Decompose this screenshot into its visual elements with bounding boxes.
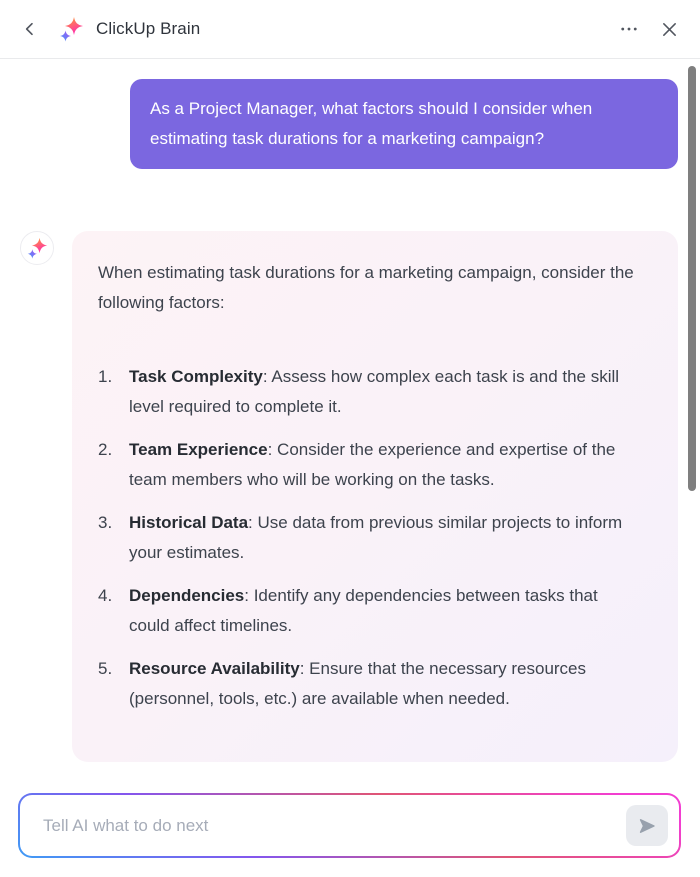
- list-item-number: 2.: [98, 440, 113, 459]
- composer: [18, 793, 681, 858]
- list-item: [98, 581, 638, 641]
- list-item-term: Task Complexity: [129, 367, 263, 386]
- list-item-number: 1.: [98, 367, 113, 386]
- ai-message-row: [20, 231, 678, 762]
- list-item-desc: : Ensure that the necessary resources (personnel, tools, etc.) are available when needed.: [129, 659, 587, 708]
- paper-plane-icon: [636, 815, 658, 837]
- list-item-desc: : Identify any dependencies between tasks that could affect timelines.: [129, 586, 598, 635]
- clickup-brain-logo-icon: [58, 16, 84, 42]
- sparkles-icon: [26, 237, 48, 259]
- list-item-desc: : Use data from previous similar projects to inform your estimates.: [129, 513, 623, 562]
- x-icon: [661, 21, 678, 38]
- list-item-term: Historical Data: [129, 513, 249, 532]
- list-item-term: Resource Availability: [129, 659, 300, 678]
- list-item: [98, 654, 638, 714]
- list-item-term: Team Experience: [129, 440, 268, 459]
- panel-title: ClickUp Brain: [96, 19, 201, 38]
- ellipsis-horizontal-icon: [619, 19, 639, 39]
- more-options-button[interactable]: [619, 19, 639, 39]
- list-item-number: 4.: [98, 586, 113, 605]
- list-item-number: 5.: [98, 659, 113, 678]
- list-item-number: 3.: [98, 513, 113, 532]
- chat-scroll-area: [0, 60, 700, 775]
- list-item-desc: : Consider the experience and expertise of the team members who will be working on the tasks.: [129, 440, 616, 489]
- back-button[interactable]: [22, 21, 38, 37]
- composer-inner: [20, 795, 679, 856]
- ai-message-bubble: [72, 231, 678, 762]
- user-message-bubble: As a Project Manager, what factors should I consider when estimating task durations for a marketing campaign?: [130, 79, 678, 169]
- list-item: [98, 362, 638, 422]
- list-item: [98, 435, 638, 495]
- ai-intro-text: When estimating task durations for a marketing campaign, consider the following factors:: [98, 263, 634, 312]
- user-message-row: [20, 79, 678, 169]
- chevron-left-icon: [22, 21, 38, 37]
- list-item: [98, 508, 638, 568]
- send-button[interactable]: [626, 805, 668, 846]
- ai-prompt-input[interactable]: [41, 815, 626, 837]
- list-item-desc: : Assess how complex each task is and the skill level required to complete it.: [129, 367, 620, 416]
- panel-header: [0, 0, 700, 59]
- scrollbar-thumb[interactable]: [688, 66, 696, 491]
- ai-avatar: [20, 231, 54, 265]
- list-item-term: Dependencies: [129, 586, 245, 605]
- ai-factors-list: [98, 362, 638, 714]
- close-button[interactable]: [661, 21, 678, 38]
